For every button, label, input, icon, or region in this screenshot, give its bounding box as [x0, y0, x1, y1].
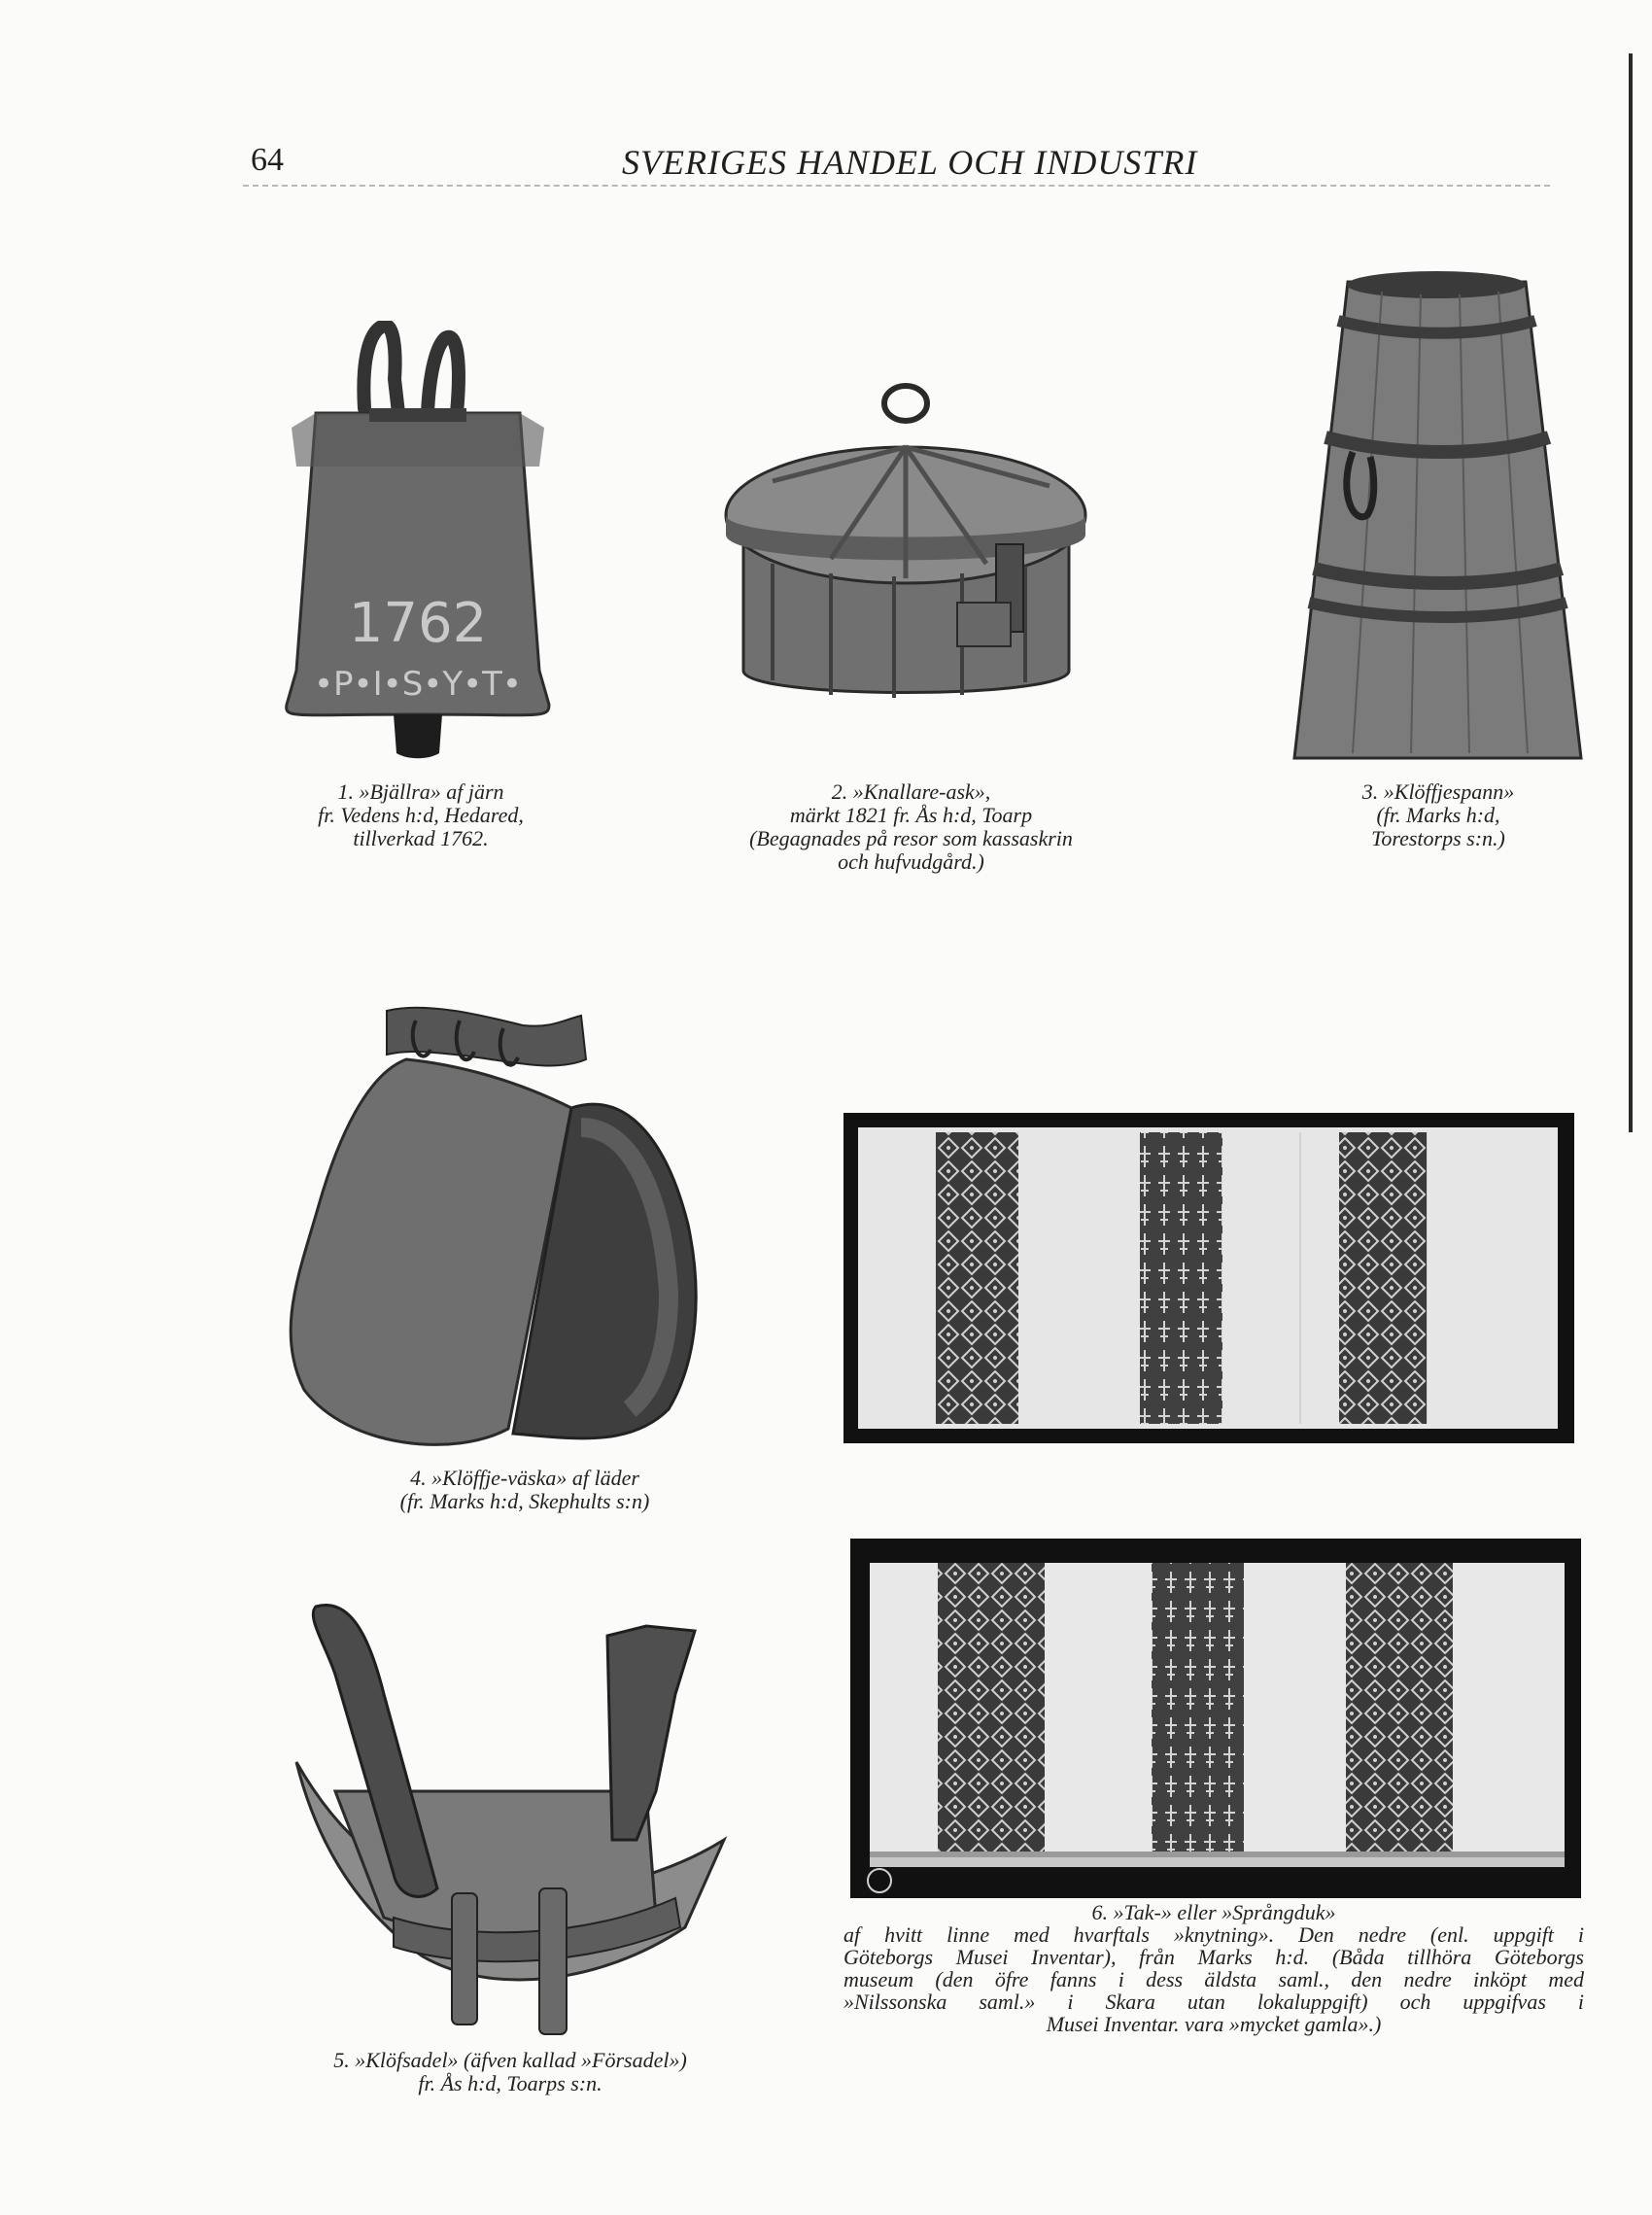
- figure-3-photo: [1285, 267, 1594, 763]
- figure-2-photo: [714, 379, 1098, 714]
- woven-textile-upper-icon: [843, 1113, 1574, 1443]
- caption-line: märkt 1821 fr. Ås h:d, Toarp: [789, 803, 1033, 827]
- caption-line: (Begagnades på resor som kassaskrin: [749, 826, 1073, 850]
- caption-line: »Nilssonska saml.» i Skara utan lokaluppgift) och uppgifvas i: [843, 1990, 1584, 2014]
- figure-6-caption: [843, 1901, 1584, 2035]
- caption-line: fr. Vedens h:d, Hedared,: [318, 803, 524, 827]
- page-edge-bar: [1629, 53, 1633, 1132]
- caption-line: fr. Ås h:d, Toarps s:n.: [418, 2071, 602, 2095]
- header-rule: [243, 185, 1550, 187]
- caption-title: 6. »Tak-» eller »Språngduk»: [1091, 1900, 1336, 1924]
- caption-line: 5. »Klöfsadel» (äfven kallad »Försadel»): [333, 2048, 687, 2072]
- figure-6-photo-lower: [850, 1539, 1581, 1898]
- caption-line: tillverkad 1762.: [353, 826, 489, 850]
- caption-line: (fr. Marks h:d,: [1376, 803, 1500, 827]
- wooden-bucket-icon: [1285, 267, 1594, 763]
- bell-inscription-year: 1762: [348, 592, 488, 655]
- caption-line: museum (den öfre fanns i dess äldsta saml., den nedre inköpt med: [843, 1967, 1584, 1991]
- caption-line: 2. »Knallare-ask»,: [831, 779, 991, 804]
- figure-4-photo: [260, 982, 746, 1468]
- caption-line: 1. »Bjällra» af järn: [337, 779, 504, 804]
- bell-inscription-initials: •P•I•S•Y•T•: [314, 665, 522, 704]
- page-number: 64: [251, 142, 284, 178]
- pack-saddle-icon: [277, 1597, 753, 2039]
- figure-2-caption: [748, 780, 1074, 874]
- figure-4-caption: [330, 1467, 719, 1513]
- caption-line: af hvitt linne med hvarftals »knytning». Den nedre (enl. uppgift i: [843, 1922, 1584, 1947]
- woven-textile-lower-icon: [850, 1539, 1581, 1898]
- running-title: SVERIGES HANDEL OCH INDUSTRI: [622, 143, 1198, 182]
- caption-line: Göteborgs Musei Inventar), från Marks h:d. (Båda tillhöra Göteborgs: [843, 1945, 1584, 1969]
- figure-6-photo-upper: [843, 1113, 1574, 1443]
- figure-1-photo: [272, 321, 564, 763]
- figure-5-caption: [282, 2049, 739, 2095]
- caption-line: Torestorps s:n.): [1371, 826, 1505, 850]
- caption-line: 4. »Klöffje-väska» af läder: [410, 1466, 639, 1490]
- figure-1-caption: [260, 780, 581, 850]
- figure-3-caption: [1292, 780, 1584, 850]
- figure-5-photo: [277, 1597, 753, 2039]
- caption-line: (fr. Marks h:d, Skephults s:n): [399, 1489, 650, 1513]
- caption-line: 3. »Klöffjespann»: [1361, 779, 1515, 804]
- cow-bell-icon: [272, 321, 564, 763]
- leather-bag-icon: [260, 982, 746, 1468]
- caption-line: och hufvudgård.): [838, 849, 984, 874]
- caption-line: Musei Inventar. vara »mycket gamla».): [1046, 2012, 1382, 2036]
- round-box-icon: [714, 379, 1098, 714]
